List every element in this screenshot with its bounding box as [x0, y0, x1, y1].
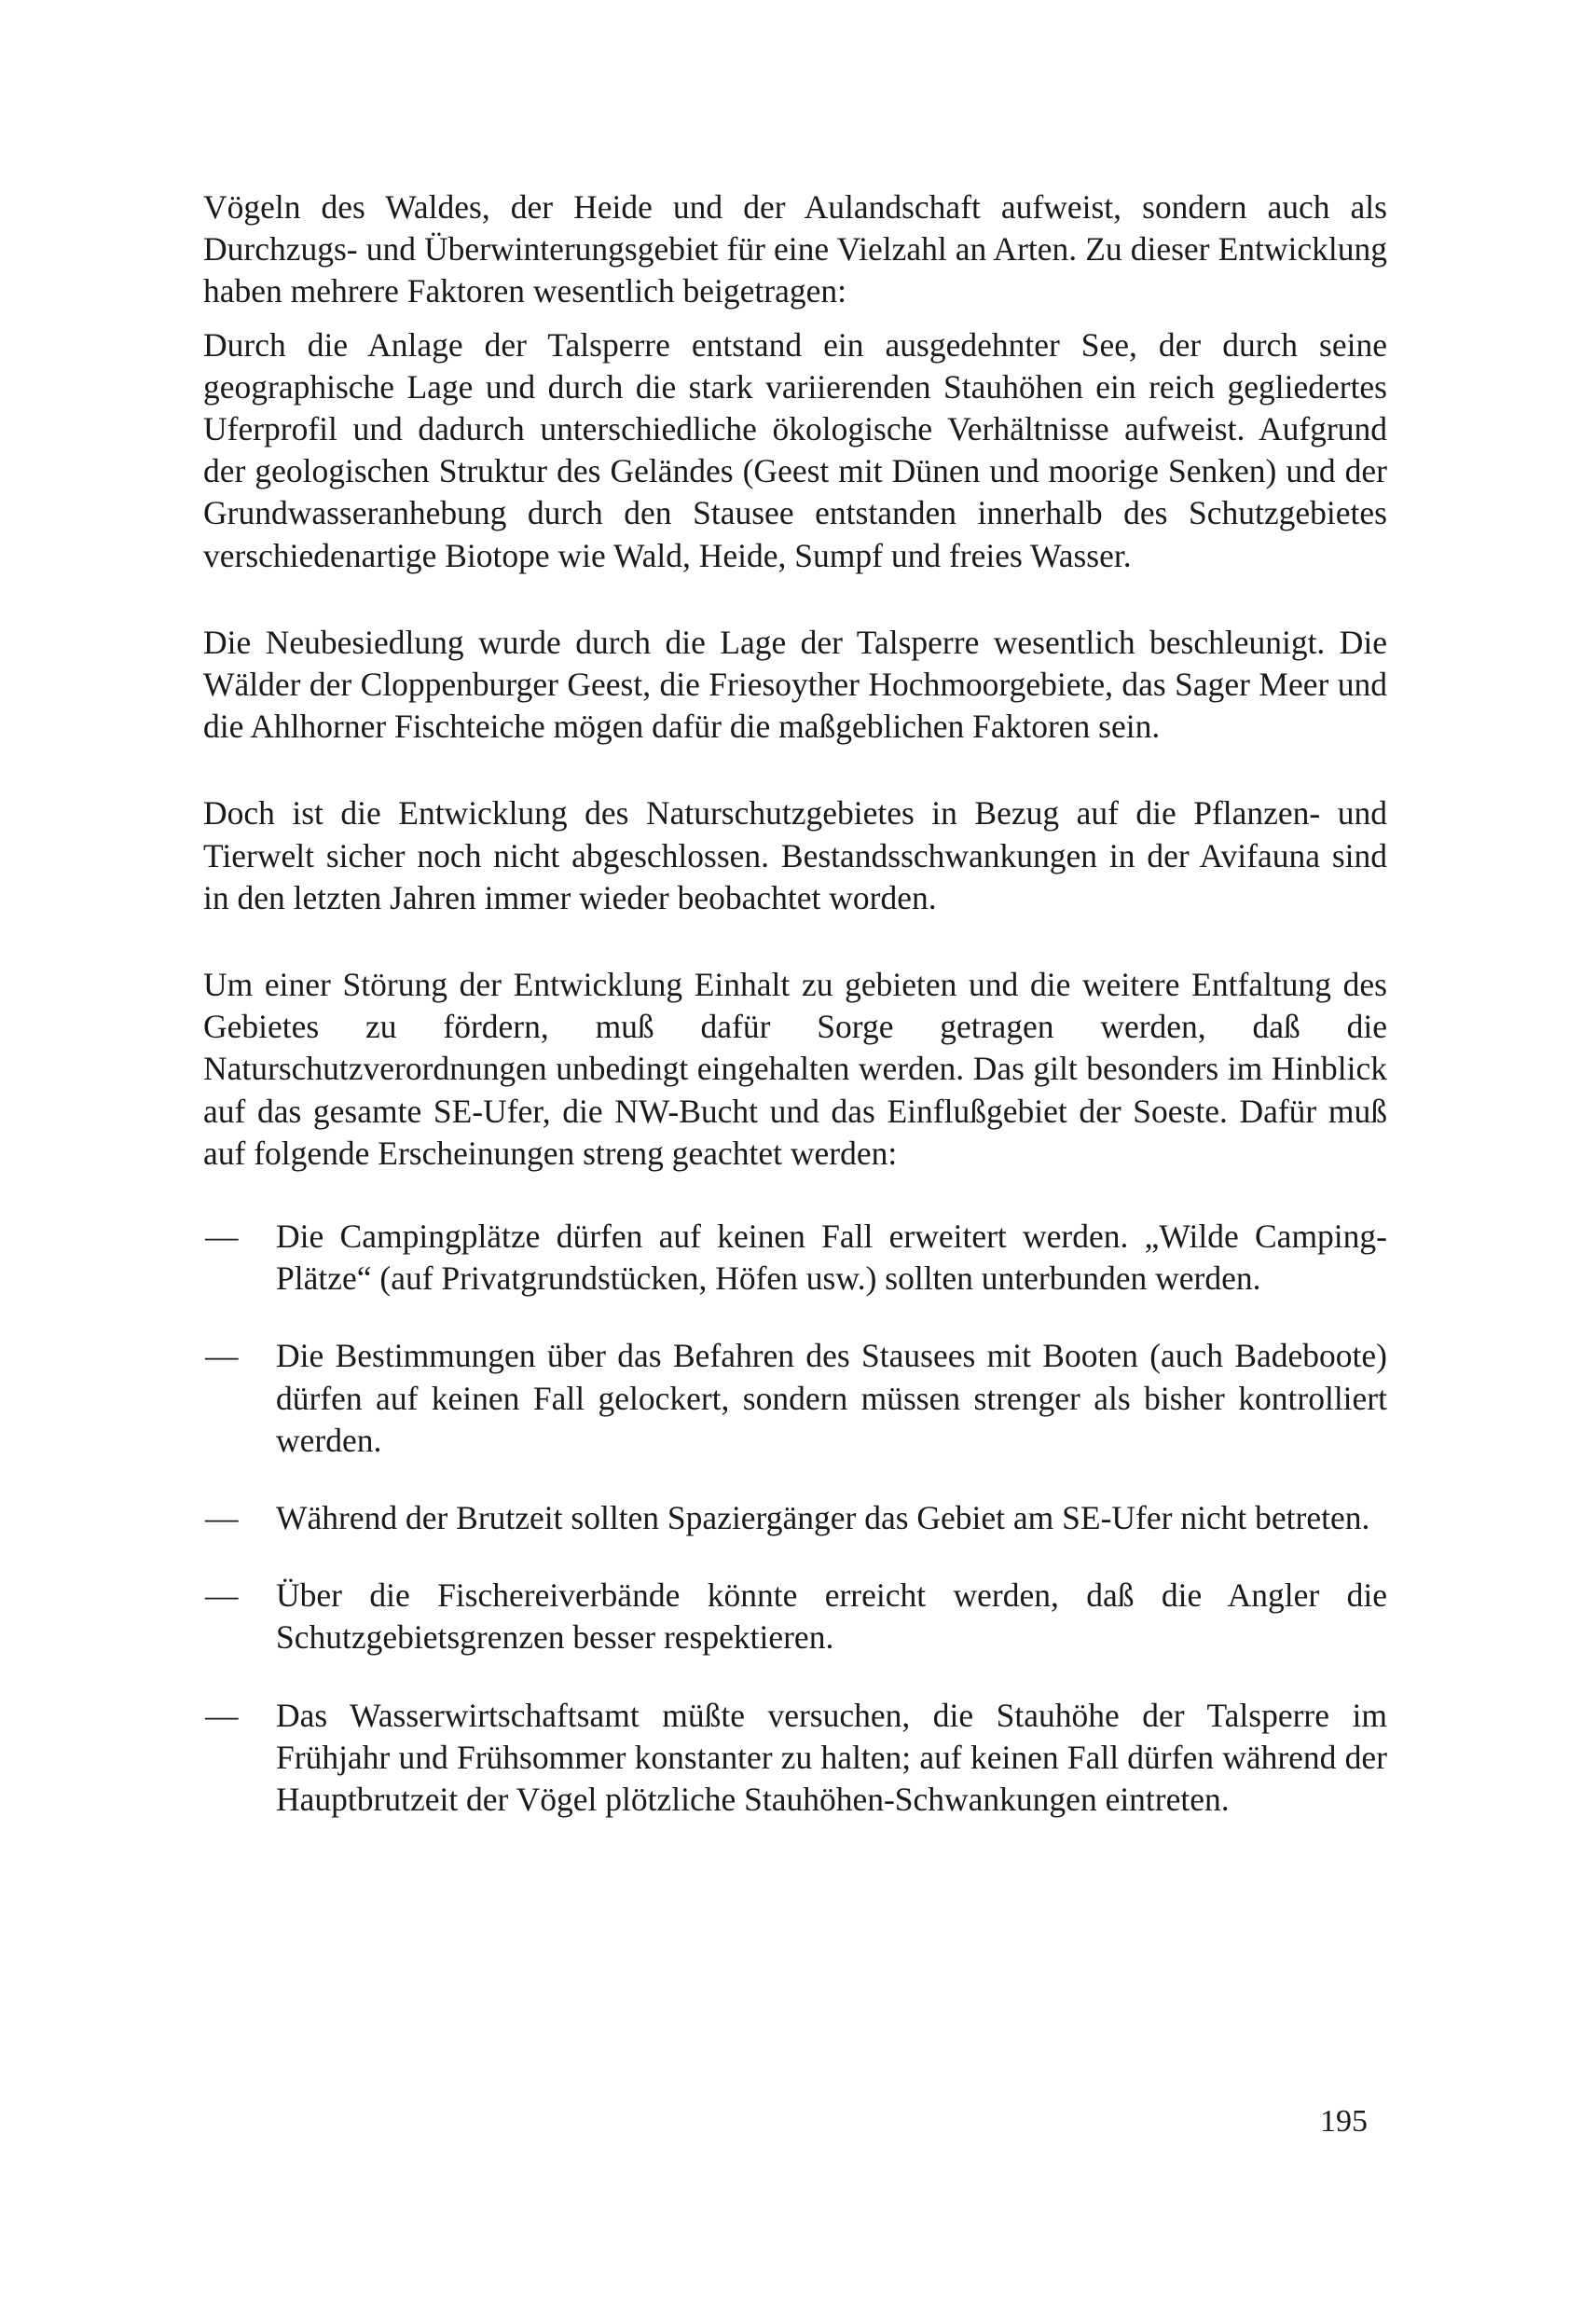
paragraph-neubesiedlung: Die Neubesiedlung wurde durch die Lage der Talsperre wesentlich beschleunigt. Die Wälder der Cloppenburger Geest, die Friesoyther Hochmoorgebiete, das Sager Meer und die Ahlhorner Fischteiche mögen dafür die maßgeblichen Faktoren sein.	[203, 623, 1387, 746]
list-item	[203, 1216, 1387, 1300]
dash-marker: —	[205, 1337, 239, 1375]
list-item	[203, 1575, 1387, 1658]
measures-list	[203, 1216, 1387, 1821]
paragraph-talsperre: Durch die Anlage der Talsperre entstand ein ausgedehnter See, der durch seine geographische Lage und durch die stark variierenden Stauhöhen ein reich gegliedertes Uferprofil und dadurch unterschiedliche ökologische Verhältnisse aufweist. Aufgrund der geologischen Struktur des Geländes (Geest mit Dünen und moorige Senken) und der Grundwasseranhebung durch den Stausee entstanden innerhalb des Schutzgebietes verschiedenartige Biotope wie Wald, Heide, Sumpf und freies Wasser.	[203, 325, 1387, 574]
page-number: 195	[1320, 2104, 1368, 2139]
dash-marker: —	[205, 1218, 239, 1256]
page-body	[203, 186, 1387, 1856]
paragraph-stoerung: Um einer Störung der Entwicklung Einhalt zu gebieten und die weitere Entfaltung des Gebietes zu fördern, muß dafür Sorge getragen werden, daß die Naturschutzverordnungen unbedingt eingehalten werden. Das gilt besonders im Hinblick auf das gesamte SE-Ufer, die NW-Bucht und das Einflußgebiet der Soeste. Dafür muß auf folgende Erscheinungen streng geachtet werden:	[203, 966, 1387, 1172]
list-item-text: Das Wasserwirtschaftsamt müßte versuchen, die Stauhöhe der Talsperre im Frühjahr und Frühsommer konstanter zu halten; auf keinen Fall dürfen während der Hauptbrutzeit der Vögel plötzliche Stauhöhen-Schwankungen eintreten.	[276, 1696, 1387, 1819]
dash-marker: —	[205, 1696, 239, 1734]
list-item	[203, 1497, 1387, 1539]
list-item	[203, 1335, 1387, 1462]
paragraph-intro: Vögeln des Waldes, der Heide und der Aulandschaft aufweist, sondern auch als Durchzugs- und Überwinterungsgebiet für eine Vielzahl an Arten. Zu dieser Entwicklung haben mehrere Faktoren wesentlich beigetragen:	[203, 188, 1387, 310]
list-item-text: Die Bestimmungen über das Befahren des Stausees mit Booten (auch Badeboote) dürfen auf keinen Fall gelockert, sondern müssen strenger als bisher kontrolliert werden.	[276, 1337, 1387, 1459]
dash-marker: —	[205, 1499, 239, 1537]
paragraph-entwicklung: Doch ist die Entwicklung des Naturschutzgebietes in Bezug auf die Pflanzen- und Tierwelt sicher noch nicht abgeschlossen. Bestandsschwankungen in der Avifauna sind in den letzten Jahren immer wieder beobachtet worden.	[203, 794, 1387, 916]
list-item	[203, 1695, 1387, 1822]
list-item-text: Über die Fischereiverbände könnte erreicht werden, daß die Angler die Schutzgebietsgrenzen besser respektieren.	[276, 1576, 1387, 1657]
list-item-text: Die Campingplätze dürfen auf keinen Fall erweitert werden. „Wilde Camping-Plätze“ (auf Privatgrundstücken, Höfen usw.) sollten unterbunden werden.	[276, 1218, 1387, 1298]
dash-marker: —	[205, 1576, 239, 1615]
list-item-text: Während der Brutzeit sollten Spaziergänger das Gebiet am SE-Ufer nicht betreten.	[276, 1499, 1370, 1537]
